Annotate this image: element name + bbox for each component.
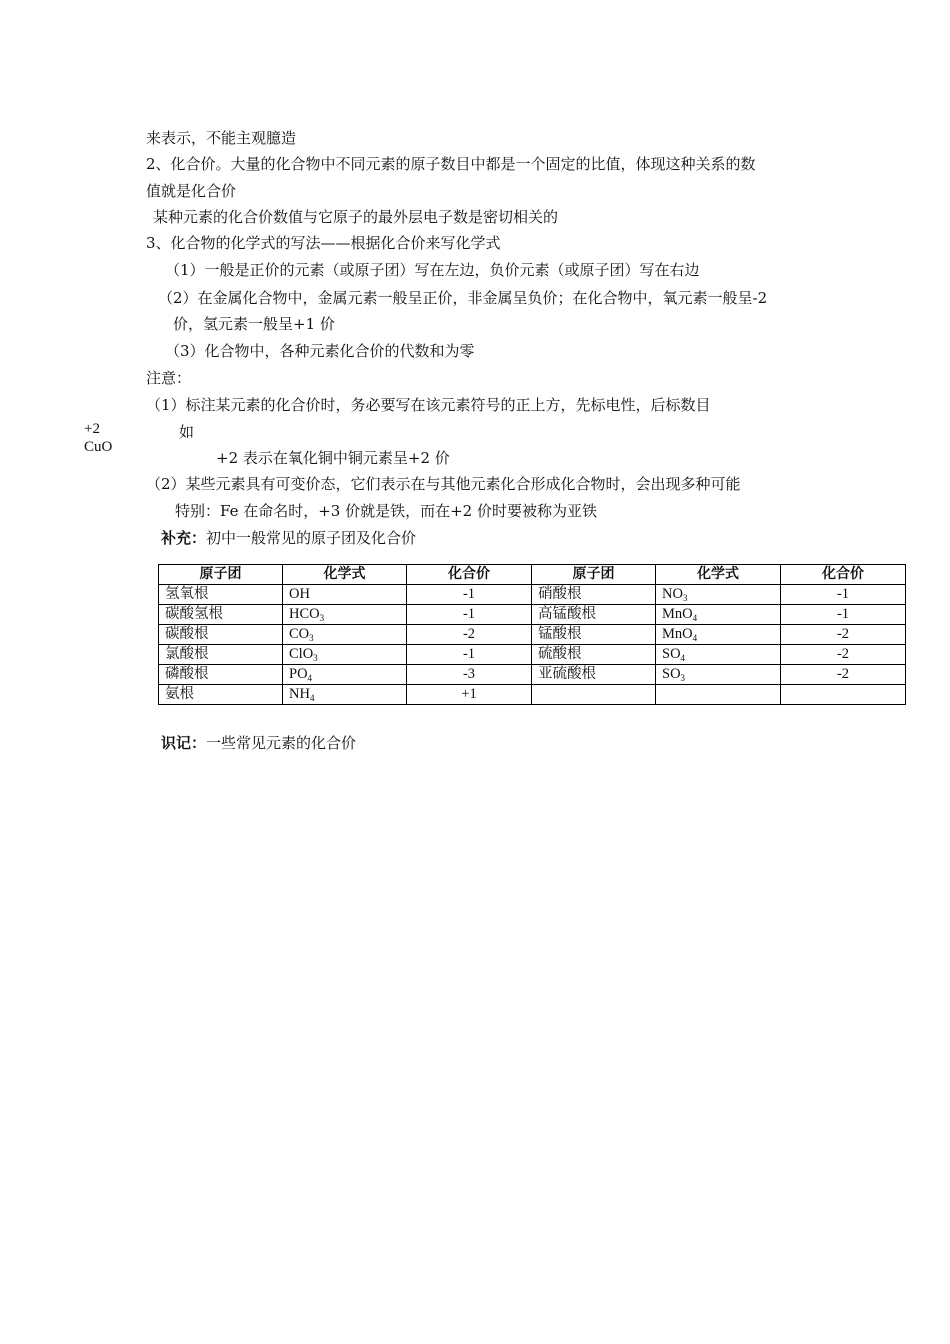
radical-formula: MnO$_4$ <box>656 605 781 625</box>
valence-superscript: +2 <box>84 421 100 437</box>
radical-valence: -2 <box>781 645 906 665</box>
radical-name: 氢氧根 <box>159 585 283 605</box>
column-header: 化学式 <box>656 565 781 585</box>
text-line: 如 <box>179 423 195 441</box>
text-line: （1）一般是正价的元素（或原子团）写在左边，负价元素（或原子团）写在右边 <box>165 261 700 279</box>
table-row <box>159 645 906 665</box>
text-line: （2）在金属化合物中，金属元素一般呈正价，非金属呈负价；在化合物中，氧元素一般呈-2 <box>158 289 768 307</box>
radical-valence: -1 <box>407 605 532 625</box>
column-header: 化合价 <box>781 565 906 585</box>
supplement-label: 补充： <box>161 529 207 547</box>
text-line: （2）某些元素具有可变价态，它们表示在与其他元素化合形成化合物时，会出现多种可能 <box>146 475 741 493</box>
radical-formula: $HCO_3$ <box>283 605 407 625</box>
text-line: 特别：Fe 在命名时，+3 价就是铁，而在+2 价时要被称为亚铁 <box>175 502 597 520</box>
radical-valence: -2 <box>781 625 906 645</box>
text-line: 某种元素的化合价数值与它原子的最外层电子数是密切相关的 <box>153 208 559 226</box>
column-header: 化合价 <box>407 565 532 585</box>
column-header: 原子团 <box>159 565 283 585</box>
radical-valence: -1 <box>781 605 906 625</box>
radical-valence: +1 <box>407 685 532 705</box>
radical-name: 亚硫酸根 <box>532 665 656 685</box>
radical-name: 氨根 <box>159 685 283 705</box>
text-line: 注意： <box>146 369 192 387</box>
radical-formula: $CO_3$ <box>283 625 407 645</box>
memo-text: 一些常见元素的化合价 <box>206 734 357 752</box>
radical-name <box>532 685 656 705</box>
radical-name: 氯酸根 <box>159 645 283 665</box>
radical-formula: $SO_4$ <box>656 645 781 665</box>
radical-name: 高锰酸根 <box>532 605 656 625</box>
radical-formula: $PO_4$ <box>283 665 407 685</box>
text-line: （3）化合物中，各种元素化合价的代数和为零 <box>165 342 475 360</box>
memo-label: 识记： <box>161 734 207 752</box>
radical-name: 硫酸根 <box>532 645 656 665</box>
radical-formula: $NO_3$ <box>656 585 781 605</box>
radical-valence: -2 <box>407 625 532 645</box>
table-row <box>159 685 906 705</box>
text-line: +2 表示在氧化铜中铜元素呈+2 价 <box>216 449 450 467</box>
radical-valence: -1 <box>407 585 532 605</box>
radical-name: 碳酸氢根 <box>159 605 283 625</box>
radical-formula <box>656 685 781 705</box>
chemical-formula: CuO <box>84 439 113 455</box>
table-row <box>159 585 906 605</box>
radical-valence <box>781 685 906 705</box>
table-row <box>159 605 906 625</box>
memo-heading <box>161 733 356 753</box>
radical-name: 磷酸根 <box>159 665 283 685</box>
supplement-heading <box>161 528 416 548</box>
radical-valence: -1 <box>407 645 532 665</box>
radical-formula: $NH_4$ <box>283 685 407 705</box>
radical-name: 锰酸根 <box>532 625 656 645</box>
radical-formula: ClO$_3$ <box>283 645 407 665</box>
radical-formula: MnO$_4$ <box>656 625 781 645</box>
radical-valence: -1 <box>781 585 906 605</box>
radical-valence: -2 <box>781 665 906 685</box>
radical-valence: -3 <box>407 665 532 685</box>
column-header: 化学式 <box>283 565 407 585</box>
text-line: 值就是化合价 <box>146 182 237 200</box>
radical-name: 硝酸根 <box>532 585 656 605</box>
radical-valence-table <box>158 564 906 705</box>
radical-formula: OH <box>283 585 407 605</box>
text-line: 2、化合价。大量的化合物中不同元素的原子数目中都是一个固定的比值，体现这种关系的数 <box>146 155 756 173</box>
text-line: 3、化合物的化学式的写法——根据化合价来写化学式 <box>146 234 501 252</box>
text-line: 来表示，不能主观臆造 <box>146 129 297 147</box>
table-row <box>159 665 906 685</box>
radical-name: 碳酸根 <box>159 625 283 645</box>
table-row <box>159 625 906 645</box>
supplement-text: 初中一般常见的原子团及化合价 <box>206 529 417 547</box>
text-line: （1）标注某元素的化合价时，务必要写在该元素符号的正上方，先标电性，后标数目 <box>146 396 711 414</box>
column-header: 原子团 <box>532 565 656 585</box>
radical-formula: $SO_3$ <box>656 665 781 685</box>
table-header-row <box>159 565 906 585</box>
text-line: 价，氢元素一般呈+1 价 <box>173 315 335 333</box>
